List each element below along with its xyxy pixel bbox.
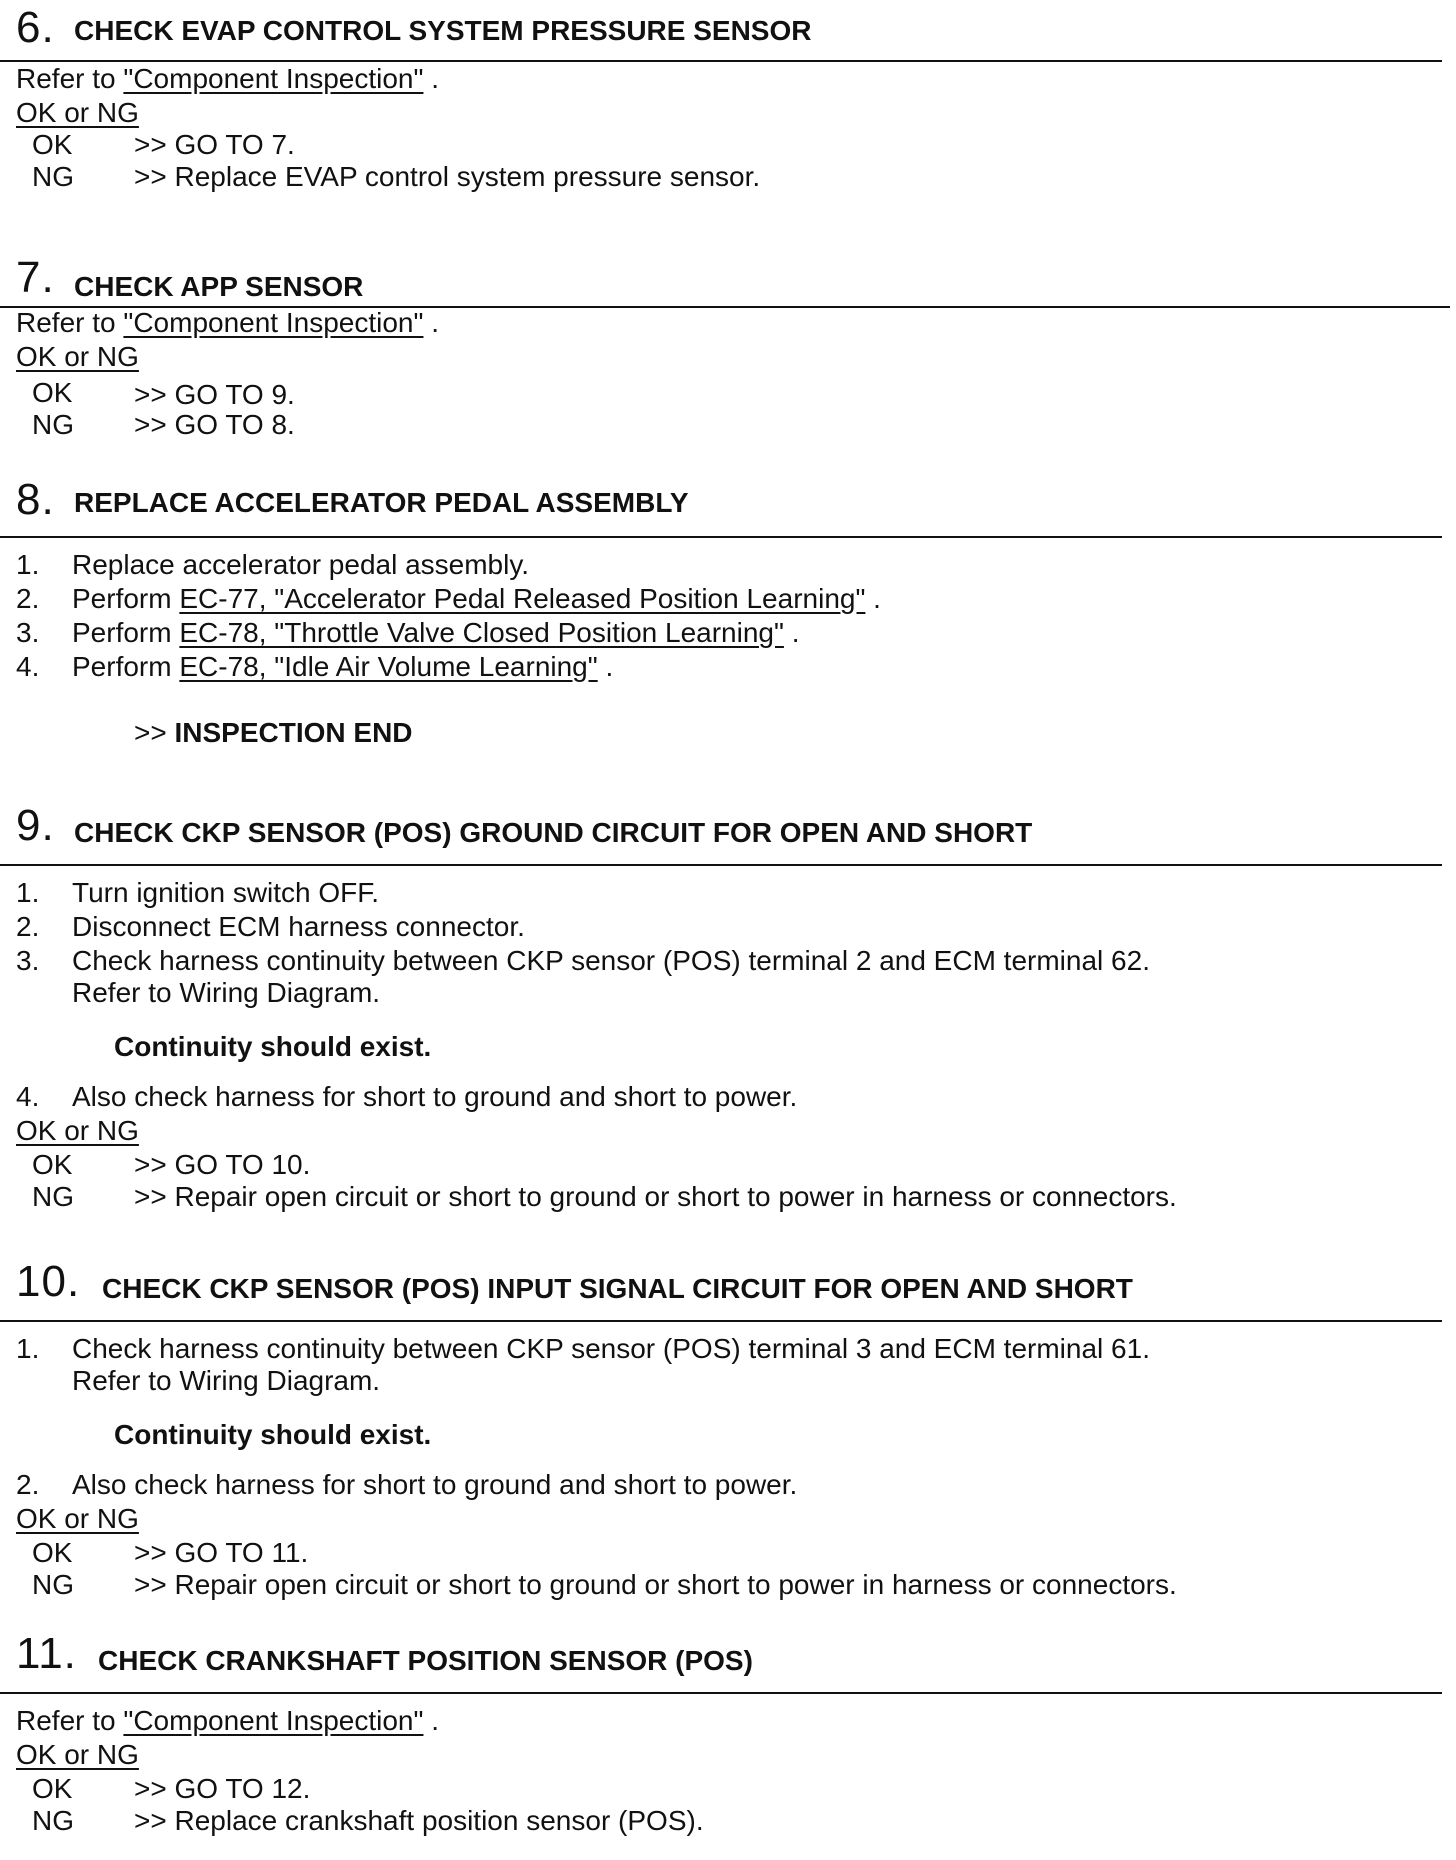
list-item-text: Also check harness for short to ground and short to power.: [72, 1081, 798, 1112]
step-number: 9.: [16, 801, 55, 850]
result-ng-label: NG: [32, 1569, 74, 1600]
list-item-text: Perform EC-78, "Idle Air Volume Learning" .: [72, 651, 614, 682]
result-ok-label: OK: [32, 1537, 73, 1568]
step-title: CHECK CKP SENSOR (POS) GROUND CIRCUIT FOR OPEN AND SHORT: [74, 817, 1033, 848]
step-title: CHECK APP SENSOR: [74, 271, 364, 302]
ok-or-ng-label: OK or NG: [16, 341, 139, 372]
result-ok-text: >> GO TO 10.: [134, 1149, 311, 1180]
list-item-text: Turn ignition switch OFF.: [72, 877, 380, 908]
step-title: REPLACE ACCELERATOR PEDAL ASSEMBLY: [74, 487, 689, 518]
result-ng-label: NG: [32, 1181, 74, 1212]
list-item-number: 1.: [16, 1333, 40, 1364]
ok-or-ng-label: OK or NG: [16, 97, 139, 128]
step-number: 11.: [16, 1629, 77, 1678]
step-heading: [0, 1628, 1456, 1690]
ok-or-ng-label: OK or NG: [16, 1739, 139, 1770]
list-item-text: Also check harness for short to ground and short to power.: [72, 1469, 798, 1500]
step-number: 10.: [16, 1257, 81, 1306]
result-ok-label: OK: [32, 129, 73, 160]
result-ok-text: >> GO TO 9.: [134, 379, 295, 410]
result-ng-text: >> GO TO 8.: [134, 409, 295, 440]
step-heading: [0, 0, 1456, 62]
list-item-number: 3.: [16, 617, 40, 648]
result-ok-label: OK: [32, 1149, 73, 1180]
step-heading: [0, 472, 1456, 534]
result-ng-text: >> Replace EVAP control system pressure sensor.: [134, 161, 761, 192]
result-ng-text: >> Replace crankshaft position sensor (POS).: [134, 1805, 704, 1836]
continuity-note: Continuity should exist.: [114, 1031, 432, 1062]
result-ok-text: >> GO TO 7.: [134, 129, 295, 160]
step-title: CHECK CRANKSHAFT POSITION SENSOR (POS): [98, 1645, 753, 1676]
step-heading: [0, 1256, 1456, 1318]
result-ok-label: OK: [32, 377, 73, 408]
result-ng-text: >> Repair open circuit or short to ground or short to power in harness or connectors.: [134, 1569, 1177, 1600]
result-ok-label: OK: [32, 1773, 73, 1804]
result-ng-text: >> Repair open circuit or short to ground or short to power in harness or connectors.: [134, 1181, 1177, 1212]
result-ng-label: NG: [32, 1805, 74, 1836]
accelerator-learning-link[interactable]: EC-77, "Accelerator Pedal Released Position Learning": [179, 583, 866, 614]
component-inspection-link[interactable]: "Component Inspection": [123, 1705, 424, 1736]
refer-line: Refer to "Component Inspection" .: [16, 307, 440, 338]
result-ok-text: >> GO TO 12.: [134, 1773, 311, 1804]
component-inspection-link[interactable]: "Component Inspection": [123, 63, 424, 94]
list-item-number: 1.: [16, 877, 40, 908]
result-ng-label: NG: [32, 409, 74, 440]
step-heading: [0, 250, 1456, 312]
step-heading: [0, 800, 1456, 862]
list-item-number: 1.: [16, 549, 40, 580]
component-inspection-link[interactable]: "Component Inspection": [123, 307, 424, 338]
throttle-learning-link[interactable]: EC-78, "Throttle Valve Closed Position Learning": [179, 617, 784, 648]
heading-rule: [0, 1692, 1442, 1694]
refer-line: Refer to "Component Inspection" .: [16, 63, 440, 94]
heading-rule: [0, 1320, 1442, 1322]
list-item-text: Perform EC-77, "Accelerator Pedal Released Position Learning" .: [72, 583, 881, 614]
list-item-number: 2.: [16, 911, 40, 942]
step-number: 7.: [16, 253, 55, 302]
continuity-note: Continuity should exist.: [114, 1419, 432, 1450]
list-item-text: Replace accelerator pedal assembly.: [72, 549, 530, 580]
list-item-number: 4.: [16, 1081, 40, 1112]
step-title: CHECK CKP SENSOR (POS) INPUT SIGNAL CIRCUIT FOR OPEN AND SHORT: [102, 1273, 1133, 1304]
result-ng-label: NG: [32, 161, 74, 192]
heading-rule: [0, 536, 1442, 538]
step-10: [0, 1256, 1456, 1600]
result-ok-text: >> GO TO 11.: [134, 1537, 309, 1568]
ok-or-ng-label: OK or NG: [16, 1115, 139, 1146]
list-item-text: Perform EC-78, "Throttle Valve Closed Position Learning" .: [72, 617, 800, 648]
list-item-text-continued: Refer to Wiring Diagram.: [72, 1365, 381, 1396]
step-title: CHECK EVAP CONTROL SYSTEM PRESSURE SENSOR: [74, 15, 812, 46]
step-6: [0, 0, 1456, 192]
ok-or-ng-label: OK or NG: [16, 1503, 139, 1534]
step-9: [0, 800, 1456, 1212]
heading-rule: [0, 864, 1442, 866]
inspection-end: >> INSPECTION END: [134, 717, 413, 748]
idle-air-learning-link[interactable]: EC-78, "Idle Air Volume Learning": [179, 651, 598, 682]
list-item-number: 2.: [16, 1469, 40, 1500]
list-item-text: Disconnect ECM harness connector.: [72, 911, 525, 942]
refer-line: Refer to "Component Inspection" .: [16, 1705, 440, 1736]
step-number: 8.: [16, 475, 55, 524]
step-8: [0, 472, 1456, 748]
list-item-number: 3.: [16, 945, 40, 976]
step-7: [0, 250, 1456, 440]
list-item-text: Check harness continuity between CKP sensor (POS) terminal 3 and ECM terminal 61.: [72, 1333, 1150, 1364]
step-11: [0, 1628, 1456, 1836]
list-item-number: 2.: [16, 583, 40, 614]
list-item-text-continued: Refer to Wiring Diagram.: [72, 977, 381, 1008]
list-item-number: 4.: [16, 651, 40, 682]
step-number: 6.: [16, 3, 55, 52]
list-item-text: Check harness continuity between CKP sensor (POS) terminal 2 and ECM terminal 62.: [72, 945, 1150, 976]
